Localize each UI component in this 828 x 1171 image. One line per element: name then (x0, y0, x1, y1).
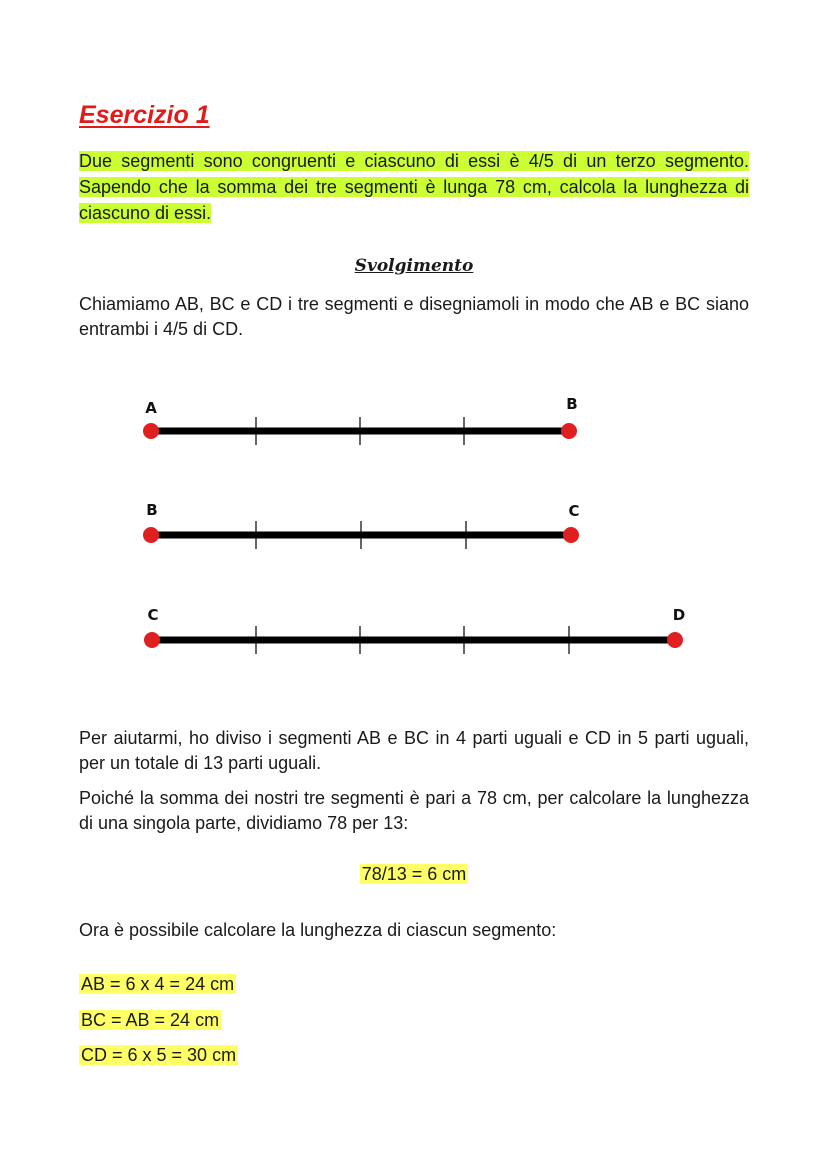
segment-ab (143, 395, 578, 445)
label-c: C (147, 606, 159, 624)
division-formula (0, 862, 828, 887)
result-ab-text: AB = 6 x 4 = 24 cm (81, 974, 235, 994)
label-d: D (672, 606, 686, 624)
result-bc-text: BC = AB = 24 cm (81, 1010, 220, 1030)
point-b-dot (143, 527, 159, 543)
explanation-paragraph-2: Poiché la somma dei nostri tre segmenti è pari a 78 cm, per calcolare la lunghezza di una singola parte, dividiamo 78 per 13: (79, 788, 749, 833)
result-bc (79, 1008, 221, 1033)
intro-paragraph: Chiamiamo AB, BC e CD i tre segmenti e disegniamoli in modo che AB e BC siano entrambi i 4/5 di CD. (79, 294, 749, 339)
label-c: C (568, 502, 580, 520)
label-b: B (146, 501, 158, 519)
result-cd-text: CD = 6 x 5 = 30 cm (81, 1045, 237, 1065)
problem-text: Due segmenti sono congruenti e ciascuno di essi è 4/5 di un terzo segmento. Sapendo che la somma dei tre segmenti è lunga 78 cm, calcola la lunghezza di ciascuno di essi. (79, 151, 749, 223)
section-subtitle: Svolgimento (354, 256, 474, 276)
segment-bc (143, 501, 580, 549)
point-c-dot (144, 632, 160, 648)
formula-text: 78/13 = 6 cm (361, 864, 467, 884)
explanation-paragraph-1: Per aiutarmi, ho diviso i segmenti AB e BC in 4 parti uguali e CD in 5 parti uguali, per un totale di 13 parti uguali. (79, 728, 749, 773)
point-d-dot (667, 632, 683, 648)
point-c-dot (563, 527, 579, 543)
result-ab (79, 972, 236, 997)
exercise-title: Esercizio 1 (79, 101, 210, 129)
point-a-dot (143, 423, 159, 439)
explanation-paragraph-3: Ora è possibile calcolare la lunghezza di ciascun segmento: (79, 920, 557, 940)
label-a: A (145, 399, 157, 417)
segment-cd (144, 606, 685, 654)
result-cd (79, 1043, 238, 1068)
point-b-dot (561, 423, 577, 439)
label-b: B (566, 395, 578, 413)
